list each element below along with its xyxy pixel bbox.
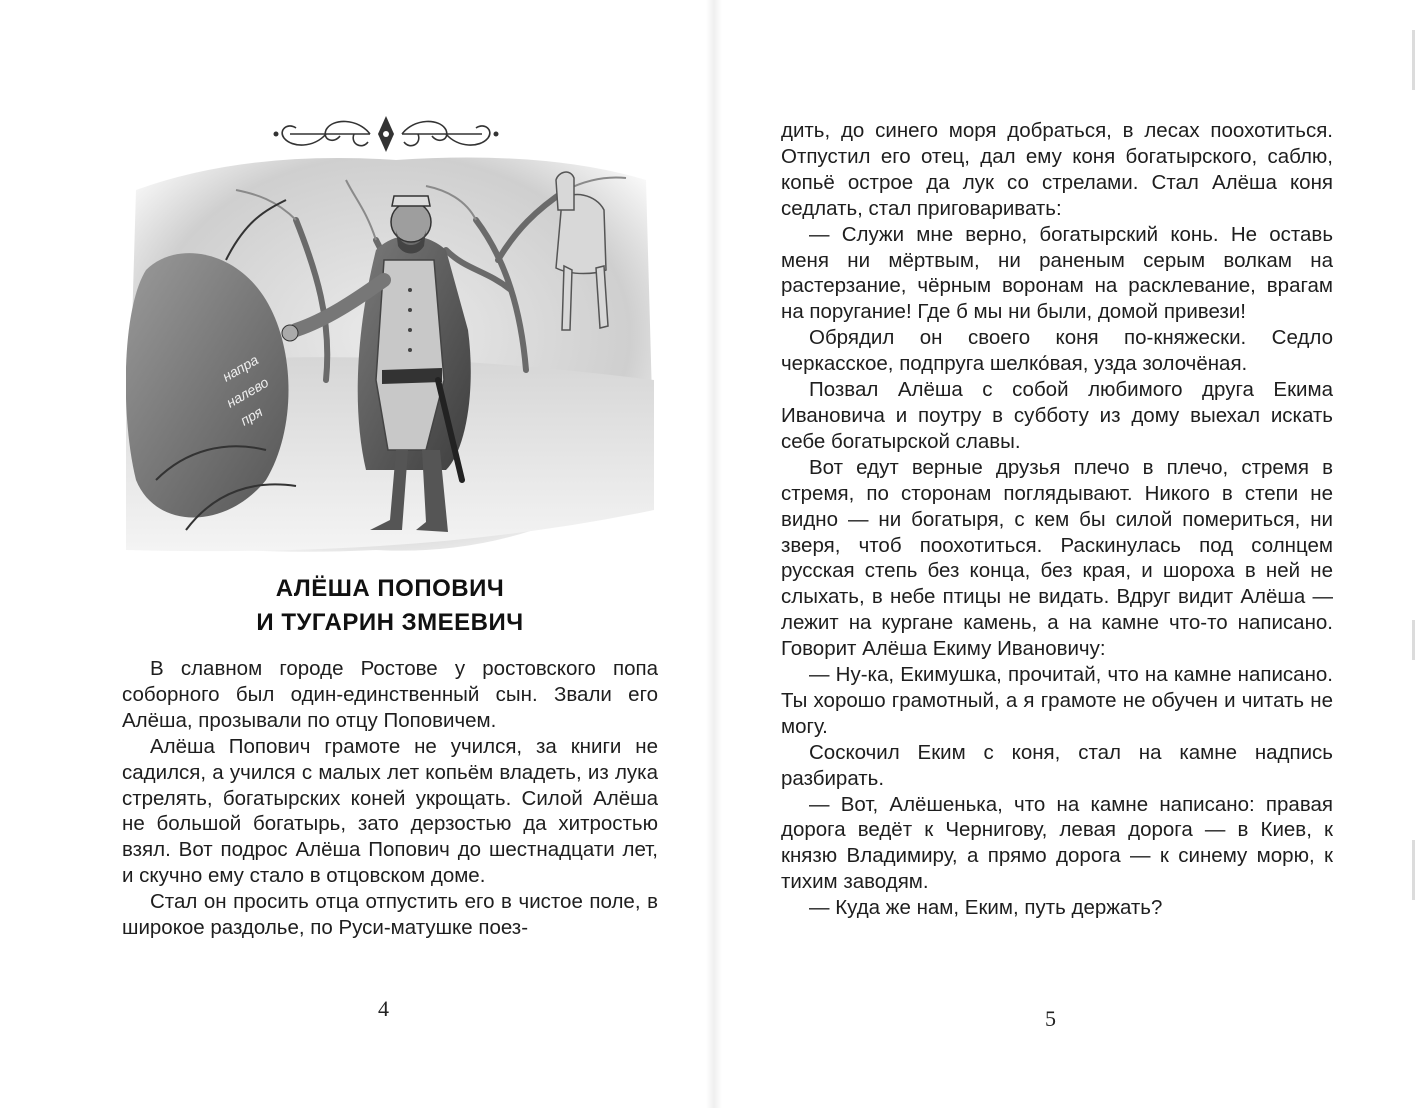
right-page — [714, 0, 1428, 1108]
paragraph: — Вот, Алёшенька, что на камне написано: правая дорога ведёт к Чернигову, левая дорога — в Киев, к князю Владимиру, а прямо дорога — к синему морю, к тихим заводям. — [781, 792, 1333, 894]
stone-inscription-line-1: напра — [219, 351, 261, 385]
illustration-alesha-at-stone — [126, 150, 654, 558]
paragraph: Вот едут верные друзья плечо в плечо, стремя в стремя, по сторонам поглядывают. Никого в степи не видно — ни богатыря, с кем бы силой помериться, ни зверя, чтоб поохотиться. Раскинулась под солнцем русская степь без конца, без края, и шороха в ней не слыхать, в небе птицы не видать. Вдруг видит Алёша — лежит на кургане камень, а на камне что-то написано. Говорит Алёша Екиму Ивановичу: — [781, 455, 1333, 661]
paragraph-continued: дить, до синего моря добраться, в лесах поохотиться. Отпустил его отец, дал ему коня богатырского, саблю, копьё острое да лук со стрелами. Стал Алёша коня седлать, стал приговаривать: — [781, 119, 1333, 220]
page-number-right: 5 — [1045, 1006, 1056, 1031]
paragraph: Позвал Алёша с собой любимого друга Екима Ивановича и поутру в субботу из дому выехал искать себе богатырской славы. — [781, 378, 1333, 453]
page-edge-mark — [1412, 30, 1415, 90]
right-page-text — [781, 118, 1333, 921]
stone-inscription-line-3: пря — [237, 403, 266, 429]
stone-inscription-line-2: налево — [223, 373, 272, 411]
paragraph: — Служи мне верно, богатырский конь. Не оставь меня ни мёртвым, ни раненым серым волкам на растерзание, чёрным воронам на расклевание, врагам на поругание! Где б мы ни были, домой привези! — [781, 222, 1333, 324]
paragraph: В славном городе Ростове у ростовского попа соборного был один-единственный сын. Звали его Алёша, прозывали по отцу Поповичем. — [122, 657, 658, 732]
chapter-title-line-2: И ТУГАРИН ЗМЕЕВИЧ — [256, 609, 524, 636]
paragraph: Стал он просить отца отпустить его в чистое поле, в широкое раздолье, по Руси-матушке поез- — [122, 890, 658, 940]
paragraph: — Куда же нам, Еким, путь держать? — [809, 896, 1163, 920]
paragraph: Алёша Попович грамоте не учился, за книги не садился, а учился с малых лет копьём владеть, из лука стрелять, богатырских коней укрощать. Силой Алёша не большой богатырь, зато дерзостью да хитростью взял. Вот подрос Алёша Попович до шестнадцати лет, и скучно ему стало в отцовском доме. — [122, 734, 658, 888]
paragraph: — Ну-ка, Екимушка, прочитай, что на камне написано. Ты хорошо грамотный, а я грамоте не обучен и читать не могу. — [781, 663, 1333, 738]
chapter-title-line-1: АЛЁША ПОПОВИЧ — [275, 575, 505, 602]
page-edge-mark — [1412, 840, 1415, 900]
page-number-left: 4 — [378, 996, 389, 1021]
chapter-title — [126, 572, 654, 640]
paragraph: Обрядил он своего коня по-княжески. Седло черкасское, подпруга шелко́вая, узда золочёная. — [781, 326, 1333, 376]
left-page-text — [122, 656, 658, 941]
paragraph: Соскочил Еким с коня, стал на камне надпись разбирать. — [781, 740, 1333, 790]
page-edge-mark — [1412, 620, 1415, 660]
